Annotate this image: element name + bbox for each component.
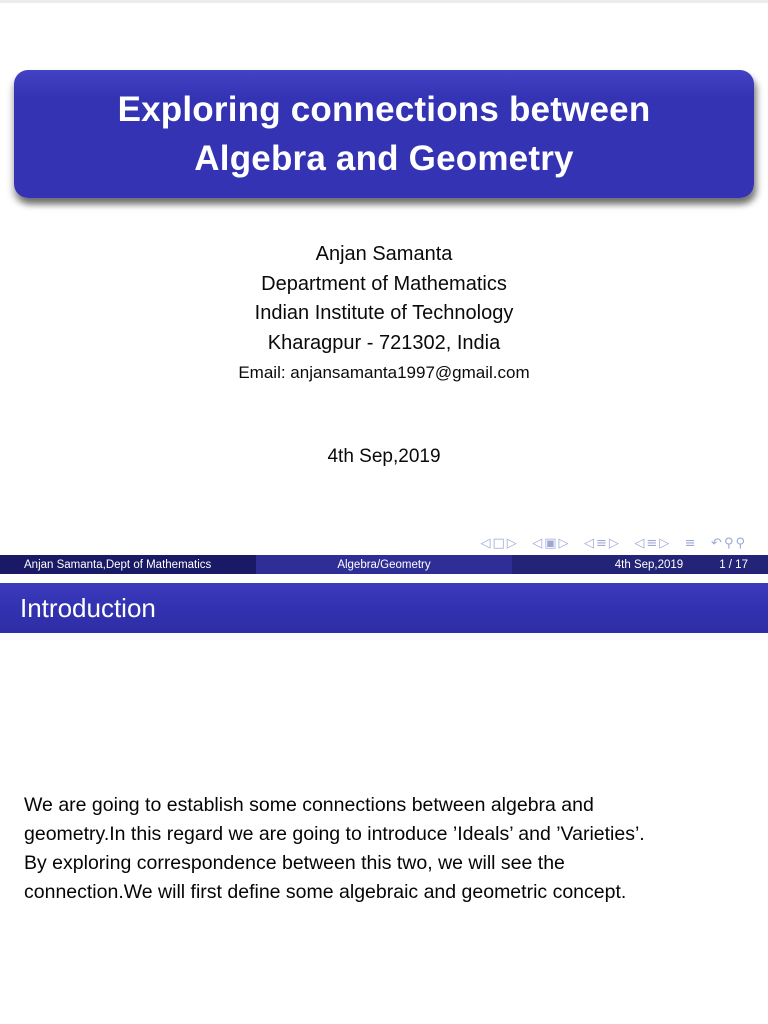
footline-short-title: Algebra/Geometry (337, 558, 431, 571)
author-block (0, 240, 768, 386)
footline-date: 4th Sep,2019 (614, 558, 684, 571)
footline-title-box (256, 555, 512, 574)
title-box (14, 70, 754, 198)
nav-prev-slide-icon[interactable]: ◁ (480, 536, 491, 551)
nav-section-icon[interactable]: ≡ (646, 536, 658, 551)
author-institute: Indian Institute of Technology (254, 302, 514, 324)
body-line-1: We are going to establish some connections between algebra and (24, 794, 594, 816)
author-address: Kharagpur - 721302, India (267, 331, 501, 354)
nav-outline-group (684, 534, 697, 552)
nav-prev-subsection-icon[interactable]: ◁ (583, 536, 594, 551)
nav-frame-icon[interactable]: ▣ (544, 536, 557, 551)
nav-subsection-icon[interactable]: ≡ (595, 536, 607, 551)
nav-prev-section-icon[interactable]: ◁ (634, 536, 645, 551)
presentation-title-line1: Exploring connections between (117, 90, 651, 129)
author-department: Department of Mathematics (261, 272, 507, 295)
presentation-date: 4th Sep,2019 (327, 446, 441, 467)
nav-outline-icon[interactable]: ≡ (684, 536, 696, 551)
search-icon[interactable]: ⚲ (723, 536, 734, 551)
nav-subsection-group (583, 534, 620, 552)
author-email: Email: anjansamanta1997@gmail.com (238, 363, 530, 382)
footline-page-number: 1 / 17 (719, 558, 748, 571)
author-name: Anjan Samanta (315, 243, 453, 265)
footline-author-box (0, 555, 256, 574)
nav-prev-frame-icon[interactable]: ◁ (532, 536, 543, 551)
navigation-symbols (470, 534, 746, 552)
nav-frame-group (531, 534, 569, 552)
nav-slide-group (479, 534, 517, 552)
nav-current-slide-icon[interactable]: □ (492, 536, 505, 551)
nav-return-icon[interactable]: ↶ (711, 536, 722, 551)
footline-date-box (512, 555, 768, 574)
nav-tools-group (710, 534, 746, 552)
nav-next-frame-icon[interactable]: ▷ (558, 536, 569, 551)
body-line-3: By exploring correspondence between this two, we will see the (24, 852, 565, 874)
footline-author: Anjan Samanta,Dept of Mathematics (24, 558, 212, 571)
page-top-edge (0, 0, 768, 3)
nav-next-slide-icon[interactable]: ▷ (506, 536, 517, 551)
slide-body (24, 791, 748, 907)
footline (0, 555, 768, 574)
presentation-title-line2: Algebra and Geometry (194, 139, 574, 178)
nav-next-subsection-icon[interactable]: ▷ (608, 536, 619, 551)
frame-title: Introduction (0, 583, 768, 633)
body-line-2: geometry.In this regard we are going to introduce ’Ideals’ and ’Varieties’. (24, 823, 645, 845)
body-line-4: connection.We will first define some algebraic and geometric concept. (24, 881, 627, 903)
nav-section-group (633, 534, 670, 552)
nav-next-section-icon[interactable]: ▷ (659, 536, 670, 551)
zoom-icon[interactable]: ⚲ (735, 536, 745, 551)
